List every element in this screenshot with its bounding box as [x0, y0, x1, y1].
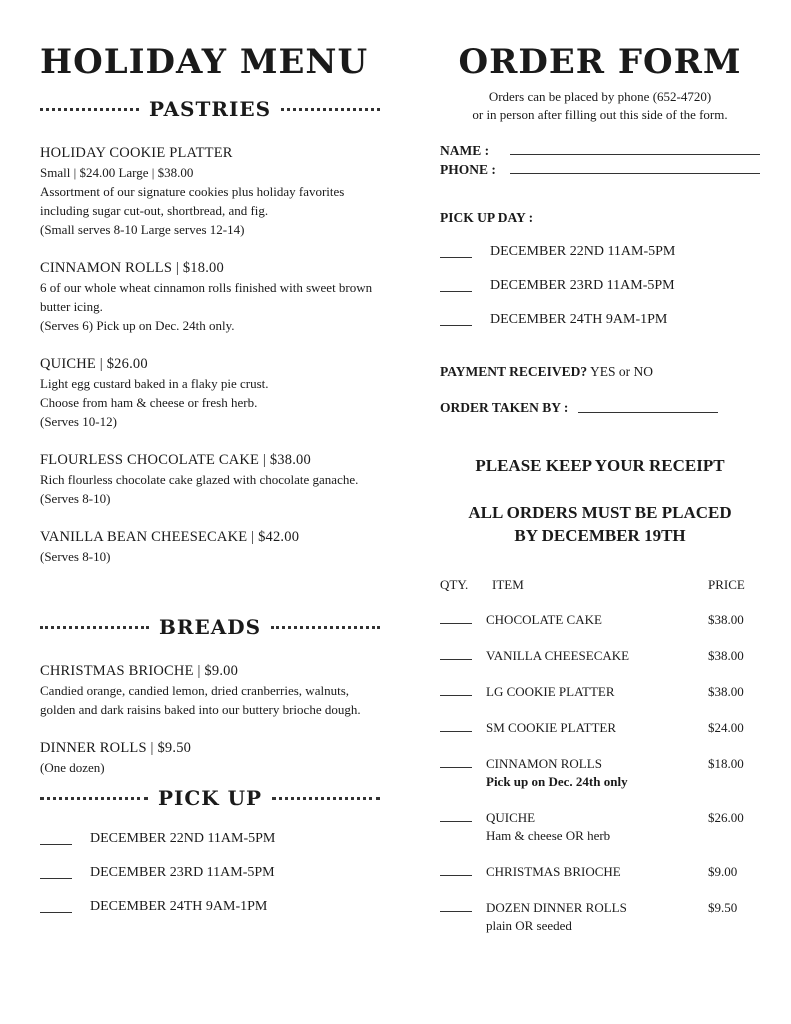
pickup-label: PICK UP [157, 786, 263, 810]
menu-item-description: Light egg custard baked in a flaky pie crust. Choose from ham & cheese or fresh herb. (Serves 10-12) [40, 376, 269, 429]
menu-item [40, 739, 380, 777]
item-cell [486, 611, 708, 629]
breads-header [40, 612, 380, 642]
qty-line[interactable] [440, 613, 472, 624]
price-header: PRICE [708, 577, 745, 592]
price-cell: $9.50 [708, 900, 738, 915]
form-subtitle [440, 88, 760, 124]
qty-line[interactable] [440, 721, 472, 732]
order-row [440, 611, 760, 629]
divider [40, 797, 148, 800]
item-note: Ham & cheese OR herb [486, 828, 611, 843]
menu-item-title: HOLIDAY COOKIE PLATTER [40, 145, 233, 161]
menu-item-title: CINNAMON ROLLS | $18.00 [40, 260, 224, 276]
phone-label: PHONE : [440, 162, 496, 177]
menu-item-description: 6 of our whole wheat cinnamon rolls finished with sweet brown butter icing. (Serves 6) Pick up on Dec. 24th only. [40, 280, 373, 333]
qty-cell[interactable] [440, 719, 486, 737]
order-row [440, 809, 760, 845]
menu-item-title: DINNER ROLLS | $9.50 [40, 740, 192, 756]
order-row [440, 755, 760, 791]
order-taken-line[interactable] [578, 412, 718, 413]
menu-item [40, 259, 380, 335]
price-cell: $38.00 [708, 648, 744, 663]
pickup-option-label: DECEMBER 23RD 11AM-5PM [90, 865, 275, 880]
price-cell: $38.00 [708, 684, 744, 699]
item-name: VANILLA CHEESECAKE [486, 648, 630, 663]
payment-label: PAYMENT RECEIVED? [440, 364, 588, 379]
checkbox-line[interactable] [440, 315, 472, 326]
subtitle-line-1: Orders can be placed by phone (652-4720) [488, 89, 712, 104]
item-cell [486, 899, 708, 935]
qty-cell[interactable] [440, 647, 486, 665]
qty-cell[interactable] [440, 611, 486, 629]
qty-line[interactable] [440, 757, 472, 768]
payment-row [440, 364, 760, 380]
menu-item [40, 528, 380, 566]
divider [272, 797, 380, 800]
item-name: QUICHE [486, 810, 536, 825]
divider [40, 626, 149, 629]
qty-cell[interactable] [440, 683, 486, 701]
price-cell: $18.00 [708, 756, 744, 771]
name-line[interactable] [510, 154, 760, 155]
item-name: CINNAMON ROLLS [486, 756, 602, 771]
qty-cell[interactable] [440, 899, 486, 935]
price-cell: $24.00 [708, 720, 744, 735]
pickup-option[interactable] [440, 278, 760, 294]
name-field[interactable] [440, 140, 760, 159]
qty-line[interactable] [440, 649, 472, 660]
menu-item [40, 451, 380, 508]
item-header: ITEM [492, 577, 524, 592]
qty-cell[interactable] [440, 863, 486, 881]
menu-item-title: FLOURLESS CHOCOLATE CAKE | $38.00 [40, 452, 311, 468]
item-name: LG COOKIE PLATTER [486, 684, 615, 699]
price-cell: $38.00 [708, 612, 744, 627]
menu-item-title: VANILLA BEAN CHEESECAKE | $42.00 [40, 529, 300, 545]
pickup-header [40, 783, 380, 813]
qty-line[interactable] [440, 865, 472, 876]
pickup-option-label: DECEMBER 24TH 9AM-1PM [490, 312, 668, 327]
item-cell [486, 647, 708, 665]
qty-line[interactable] [440, 811, 472, 822]
divider [40, 108, 139, 111]
pickup-option[interactable] [440, 312, 760, 328]
qty-cell[interactable] [440, 809, 486, 845]
deadline-note [440, 501, 760, 547]
menu-item-description: (Serves 8-10) [40, 549, 111, 564]
pastries-list [40, 144, 380, 566]
menu-item-description: Small | $24.00 Large | $38.00 Assortment of our signature cookies plus holiday favorites including sugar cut-out, shortbread, and fig. (Small serves 8-10 Large serves 12-14) [40, 165, 345, 237]
menu-item-description: Candied orange, candied lemon, dried cranberries, walnuts, golden and dark raisins baked into our buttery brioche dough. [40, 683, 361, 717]
checkbox-line[interactable] [40, 868, 72, 879]
pickup-option[interactable] [40, 865, 380, 881]
item-note: plain OR seeded [486, 918, 572, 933]
menu-item-title: QUICHE | $26.00 [40, 356, 148, 372]
menu-item-description: Rich flourless chocolate cake glazed with chocolate ganache. (Serves 8-10) [40, 472, 359, 506]
form-pickup-days [440, 244, 760, 328]
pickup-option-label: DECEMBER 22ND 11AM-5PM [490, 244, 676, 259]
pickup-option-label: DECEMBER 22ND 11AM-5PM [90, 831, 276, 846]
item-cell [486, 719, 708, 737]
order-row [440, 899, 760, 935]
price-cell: $9.00 [708, 864, 738, 879]
checkbox-line[interactable] [40, 902, 72, 913]
checkbox-line[interactable] [440, 247, 472, 258]
keep-receipt-note: PLEASE KEEP YOUR RECEIPT [475, 456, 725, 475]
order-taken-label: ORDER TAKEN BY : [440, 400, 569, 415]
menu-item-title: CHRISTMAS BRIOCHE | $9.00 [40, 663, 239, 679]
menu-item [40, 144, 380, 239]
divider [281, 108, 380, 111]
item-name: CHRISTMAS BRIOCHE [486, 864, 621, 879]
menu-item [40, 662, 380, 719]
phone-field[interactable] [440, 159, 760, 178]
deadline-line-1: ALL ORDERS MUST BE PLACED [468, 503, 732, 522]
order-table-header [440, 577, 760, 593]
item-cell [486, 809, 708, 845]
order-row [440, 647, 760, 665]
item-name: SM COOKIE PLATTER [486, 720, 617, 735]
item-note: Pick up on Dec. 24th only [486, 774, 628, 789]
checkbox-line[interactable] [40, 834, 72, 845]
qty-cell[interactable] [440, 755, 486, 791]
name-label: NAME : [440, 143, 490, 158]
price-cell: $26.00 [708, 810, 744, 825]
order-taken-row [440, 400, 760, 416]
order-form-column [440, 40, 760, 935]
menu-item-description: (One dozen) [40, 760, 105, 775]
item-name: DOZEN DINNER ROLLS [486, 900, 627, 915]
pickup-day-label: PICK UP DAY : [440, 210, 534, 225]
pastries-label: PASTRIES [148, 97, 272, 121]
checkbox-line[interactable] [440, 281, 472, 292]
item-cell [486, 755, 708, 791]
divider [271, 626, 380, 629]
order-row [440, 863, 760, 881]
breads-list [40, 662, 380, 777]
pickup-option[interactable] [40, 831, 380, 847]
order-row [440, 719, 760, 737]
item-cell [486, 863, 708, 881]
qty-header: QTY. [440, 577, 469, 592]
item-name: CHOCOLATE CAKE [486, 612, 602, 627]
item-cell [486, 683, 708, 701]
holiday-menu-column [40, 40, 380, 915]
menu-title: HOLIDAY MENU [40, 42, 369, 82]
pickup-option-label: DECEMBER 23RD 11AM-5PM [490, 278, 675, 293]
pickup-option[interactable] [40, 899, 380, 915]
order-table [440, 611, 760, 935]
pickup-option-label: DECEMBER 24TH 9AM-1PM [90, 899, 268, 914]
qty-line[interactable] [440, 901, 472, 912]
subtitle-line-2: or in person after filling out this side of the form. [472, 107, 728, 122]
pastries-header [40, 94, 380, 124]
form-title: ORDER FORM [458, 42, 742, 82]
qty-line[interactable] [440, 685, 472, 696]
pickup-option[interactable] [440, 244, 760, 260]
breads-label: BREADS [158, 615, 262, 639]
menu-item [40, 355, 380, 431]
deadline-line-2: BY DECEMBER 19TH [514, 526, 686, 545]
payment-options[interactable]: YES or NO [590, 364, 654, 379]
phone-line[interactable] [510, 173, 760, 174]
order-row [440, 683, 760, 701]
pickup-days-list [40, 831, 380, 915]
